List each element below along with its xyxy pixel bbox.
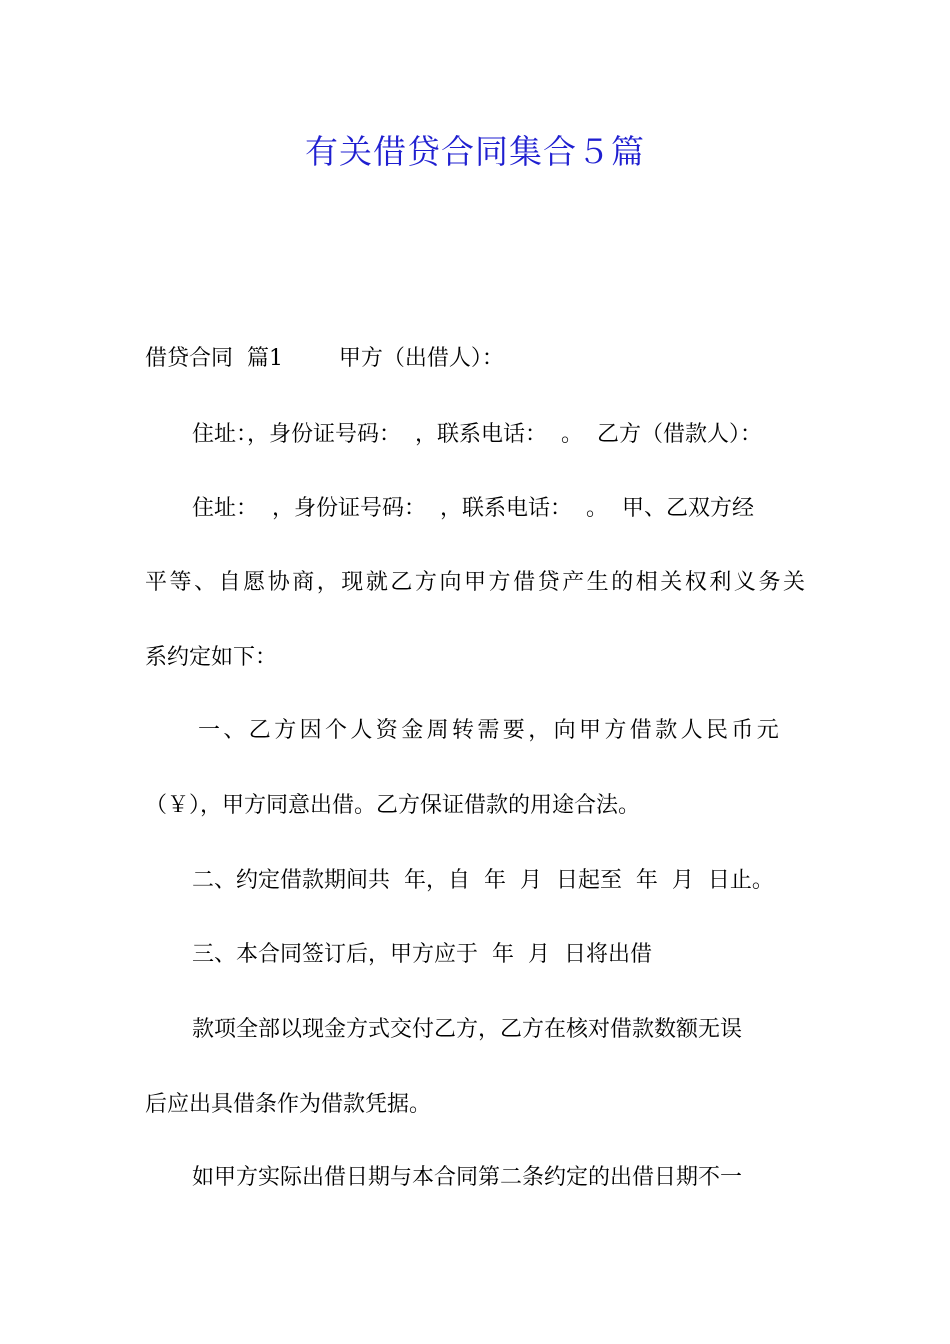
paragraph-line: 住址：，身份证号码： ，联系电话： 。 乙方（借款人）： [192,422,762,447]
paragraph-line: 如甲方实际出借日期与本合同第二条约定的出借日期不一 [192,1165,743,1190]
paragraph-line: 平等、自愿协商，现就乙方向甲方借贷产生的相关权利义务关 [145,570,805,595]
paragraph-line: 系约定如下： [145,645,278,670]
paragraph-line: 二、约定借款期间共 年，自 年 月 日起至 年 月 日止。 [192,868,774,893]
paragraph-line: （￥），甲方同意出借。乙方保证借款的用途合法。 [145,793,641,818]
paragraph-line: 借贷合同 篇1 甲方（出借人）： [145,346,504,371]
paragraph-line: 后应出具借条作为借款凭据。 [145,1092,432,1117]
paragraph-line: 款项全部以现金方式交付乙方，乙方在核对借款数额无误 [192,1017,743,1042]
paragraph-line: 三、本合同签订后，甲方应于 年 月 日将出借 [192,942,652,967]
paragraph-line: 一、乙方因个人资金周转需要，向甲方借款人民币元 [198,718,783,743]
page-title: 有关借贷合同集合５篇 [305,132,645,171]
paragraph-line: 住址： ，身份证号码： ，联系电话： 。 甲、乙双方经 [192,496,754,521]
